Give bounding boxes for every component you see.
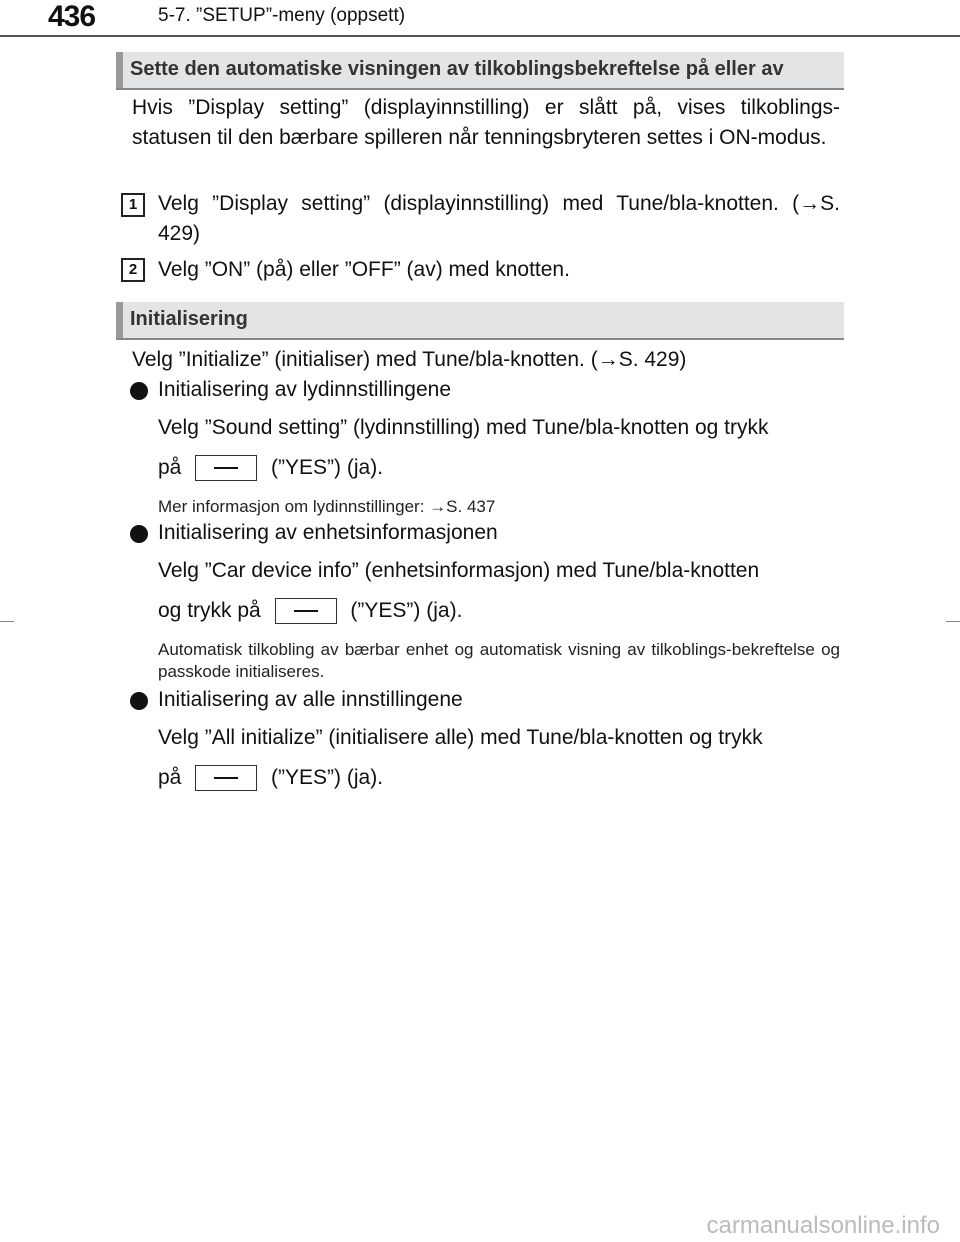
section-heading-title: Sette den automatiske visningen av tilkoblingsbekreftelse på eller av [130,58,784,80]
yes-button-icon [195,765,257,791]
section-heading-title: Initialisering [130,308,248,330]
step-text: Velg ”ON” (på) eller ”OFF” (av) med knotten. [158,258,570,281]
item-instruction-line [158,596,462,626]
running-header: 5-7. ”SETUP”-meny (oppsett) [158,5,406,26]
item-instruction-prefix: og trykk på [158,599,261,622]
item-instruction-suffix: (”YES”) (ja). [271,456,384,479]
item-instruction-suffix: (”YES”) (ja). [350,599,463,622]
watermark: carmanualsonline.info [706,1212,940,1239]
section-intro-paragraph: Velg ”Initialize” (initialiser) med Tune/bla-knotten. (→S. 429) [132,348,687,371]
section-intro-paragraph: Hvis ”Display setting” (displayinnstilling) er slått på, vises tilkoblings-statusen til den bærbare spilleren når tenningsbryteren settes i ON-modus. [132,96,840,149]
yes-button-icon [195,455,257,481]
item-instruction-suffix: (”YES”) (ja). [271,766,384,789]
section-heading-display [116,52,844,90]
item-instruction: Velg ”Sound setting” (lydinnstilling) med Tune/bla-knotten og trykk [158,416,769,439]
bullet-icon [130,382,148,400]
item-instruction-prefix: på [158,766,182,789]
page-number: 436 [48,0,96,33]
item-heading: Initialisering av lydinnstillingene [158,378,451,401]
section-heading-initialisering [116,302,844,340]
item-instruction: Velg ”Car device info” (enhetsinformasjon) med Tune/bla-knotten [158,559,760,582]
item-instruction-line [158,763,383,793]
item-heading: Initialisering av enhetsinformasjonen [158,521,498,544]
step-number-box: 1 [121,193,145,217]
trim-mark [0,621,14,622]
step-number-box: 2 [121,258,145,282]
step-text: Velg ”Display setting” (displayinnstilling) med Tune/bla-knotten. (→S. 429) [158,192,840,245]
item-instruction-prefix: på [158,456,182,479]
item-note: Mer informasjon om lydinnstillinger: →S. 437 [158,497,496,516]
section-heading-stripe [116,302,123,338]
item-instruction: Velg ”All initialize” (initialisere alle) med Tune/bla-knotten og trykk [158,726,763,749]
item-note: Automatisk tilkobling av bærbar enhet og automatisk visning av tilkoblings-bekreftelse og passkode initialiseres. [158,640,840,681]
item-heading: Initialisering av alle innstillingene [158,688,463,711]
bullet-icon [130,692,148,710]
yes-button-icon [275,598,337,624]
bullet-icon [130,525,148,543]
header-divider [0,35,960,37]
trim-mark [946,621,960,622]
item-instruction-line [158,453,383,483]
section-heading-stripe [116,52,123,88]
